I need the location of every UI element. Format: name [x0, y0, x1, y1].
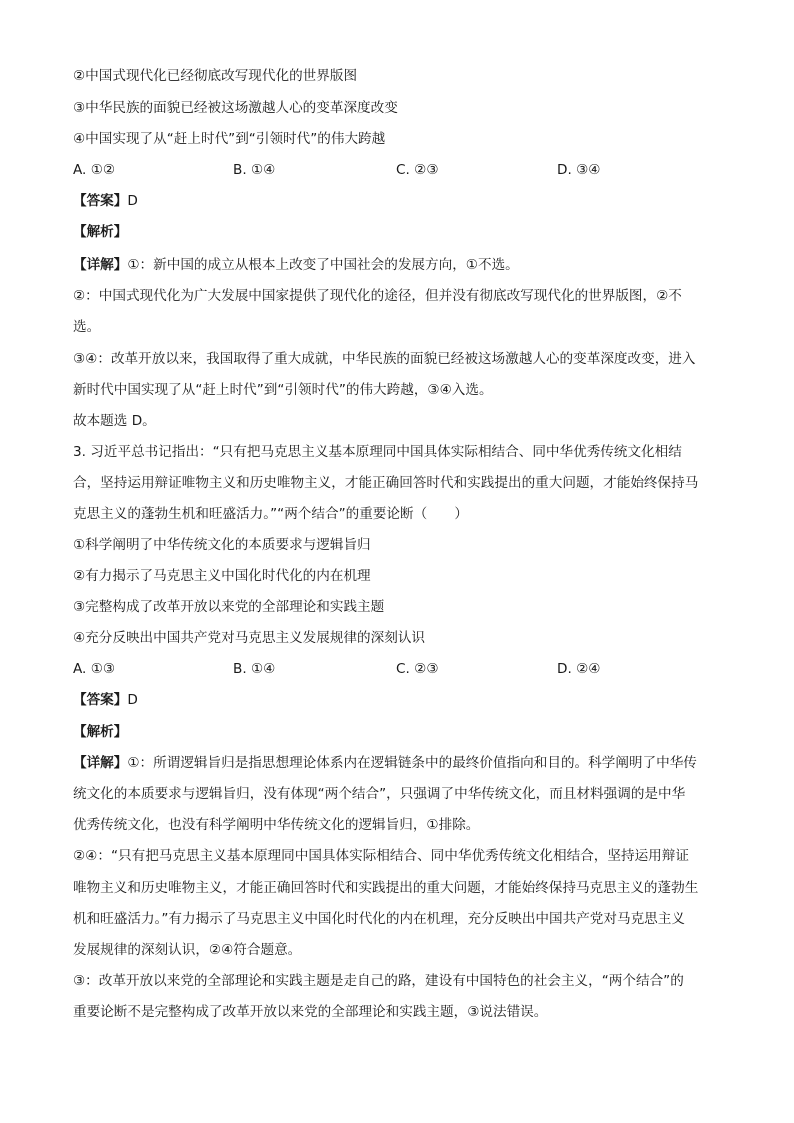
q3-choice-d: D. ②④ [557, 661, 601, 677]
q2-detail-2b: 选。 [73, 319, 101, 335]
q2-option-item-3: ③中华民族的面貌已经被这场激越人心的变革深度改变 [73, 100, 398, 116]
q3-detail-2a: ②④：“只有把马克思主义基本原理同中国具体实际相结合、同中华优秀传统文化相结合，坚持运用辩证 [73, 848, 689, 864]
q3-detail-1b: 统文化的本质要求与逻辑旨归，没有体现“两个结合”，只强调了中华传统文化，而且材料强调的是中华 [73, 786, 686, 802]
q3-choice-c: C. ②③ [396, 661, 439, 677]
detail-text: ①：所谓逻辑旨归是指思想理论体系内在逻辑链条中的最终价值指向和目的。科学阐明了中华传 [127, 755, 697, 771]
answer-label: 【答案】 [73, 193, 128, 209]
detail-label: 【详解】 [73, 755, 128, 771]
q3-option-item-3: ③完整构成了改革开放以来党的全部理论和实践主题 [73, 599, 385, 615]
q2-detail-1 [73, 255, 519, 275]
q2-conclusion: 故本题选 D。 [73, 413, 156, 429]
q2-choice-c: C. ②③ [396, 162, 439, 178]
q2-detail-3a: ③④：改革开放以来，我国取得了重大成就，中华民族的面貌已经被这场激越人心的变革深度改变，进入 [73, 351, 696, 367]
q3-detail-3a: ③：改革开放以来党的全部理论和实践主题是走自己的路，建设有中国特色的社会主义，“两个结合”的 [73, 973, 684, 989]
answer-value: D [127, 692, 138, 708]
q3-detail-2b: 唯物主义和历史唯物主义，才能正确回答时代和实践提出的重大问题，才能始终保持马克思主义的蓬勃生 [73, 880, 699, 896]
q2-choice-a: A. ①② [73, 162, 116, 178]
q3-stem-line-1: 3. 习近平总书记指出：“只有把马克思主义基本原理同中国具体实际相结合、同中华优秀传统文化相结 [73, 444, 682, 460]
answer-value: D [127, 193, 138, 209]
q3-detail-2d: 发展规律的深刻认识，②④符合题意。 [73, 942, 302, 958]
q3-choice-b: B. ①④ [233, 661, 276, 677]
q2-choice-d: D. ③④ [557, 162, 601, 178]
q3-detail-1c: 优秀传统文化，也没有科学阐明中华传统文化的逻辑旨归，①排除。 [73, 817, 480, 833]
q3-option-item-1: ①科学阐明了中华传统文化的本质要求与逻辑旨归 [73, 537, 371, 553]
q2-option-item-4: ④中国实现了从“赶上时代”到“引领时代”的伟大跨越 [73, 131, 386, 147]
q3-analysis-label: 【解析】 [73, 724, 128, 740]
q3-detail-2c: 机和旺盛活力。”有力揭示了马克思主义中国化时代化的内在机理，充分反映出中国共产党对马克思主义 [73, 911, 685, 927]
q3-detail-1a [73, 753, 697, 773]
q3-option-item-4: ④充分反映出中国共产党对马克思主义发展规律的深刻认识 [73, 630, 426, 646]
q3-choice-a: A. ①③ [73, 661, 116, 677]
q3-stem-line-2: 合，坚持运用辩证唯物主义和历史唯物主义，才能正确回答时代和实践提出的重大问题，才能始终保持马 [73, 475, 699, 491]
answer-label: 【答案】 [73, 692, 128, 708]
detail-text: ①：新中国的成立从根本上改变了中国社会的发展方向，①不选。 [127, 257, 519, 273]
q2-detail-3b: 新时代中国实现了从“赶上时代”到“引领时代”的伟大跨越，③④入选。 [73, 382, 493, 398]
q2-option-item-2: ②中国式现代化已经彻底改写现代化的世界版图 [73, 68, 358, 84]
q3-answer [73, 690, 138, 710]
q2-choice-b: B. ①④ [233, 162, 276, 178]
q2-analysis-label: 【解析】 [73, 224, 128, 240]
detail-label: 【详解】 [73, 257, 128, 273]
q3-option-item-2: ②有力揭示了马克思主义中国化时代化的内在机理 [73, 568, 371, 584]
q3-stem-line-3: 克思主义的蓬勃生机和旺盛活力。”“两个结合”的重要论断（ ） [73, 506, 468, 522]
q2-detail-2a: ②：中国式现代化为广大发展中国家提供了现代化的途径，但并没有彻底改写现代化的世界版图，②不 [73, 288, 682, 304]
q2-answer [73, 191, 138, 211]
q3-detail-3b: 重要论断不是完整构成了改革开放以来党的全部理论和实践主题，③说法错误。 [73, 1004, 548, 1020]
